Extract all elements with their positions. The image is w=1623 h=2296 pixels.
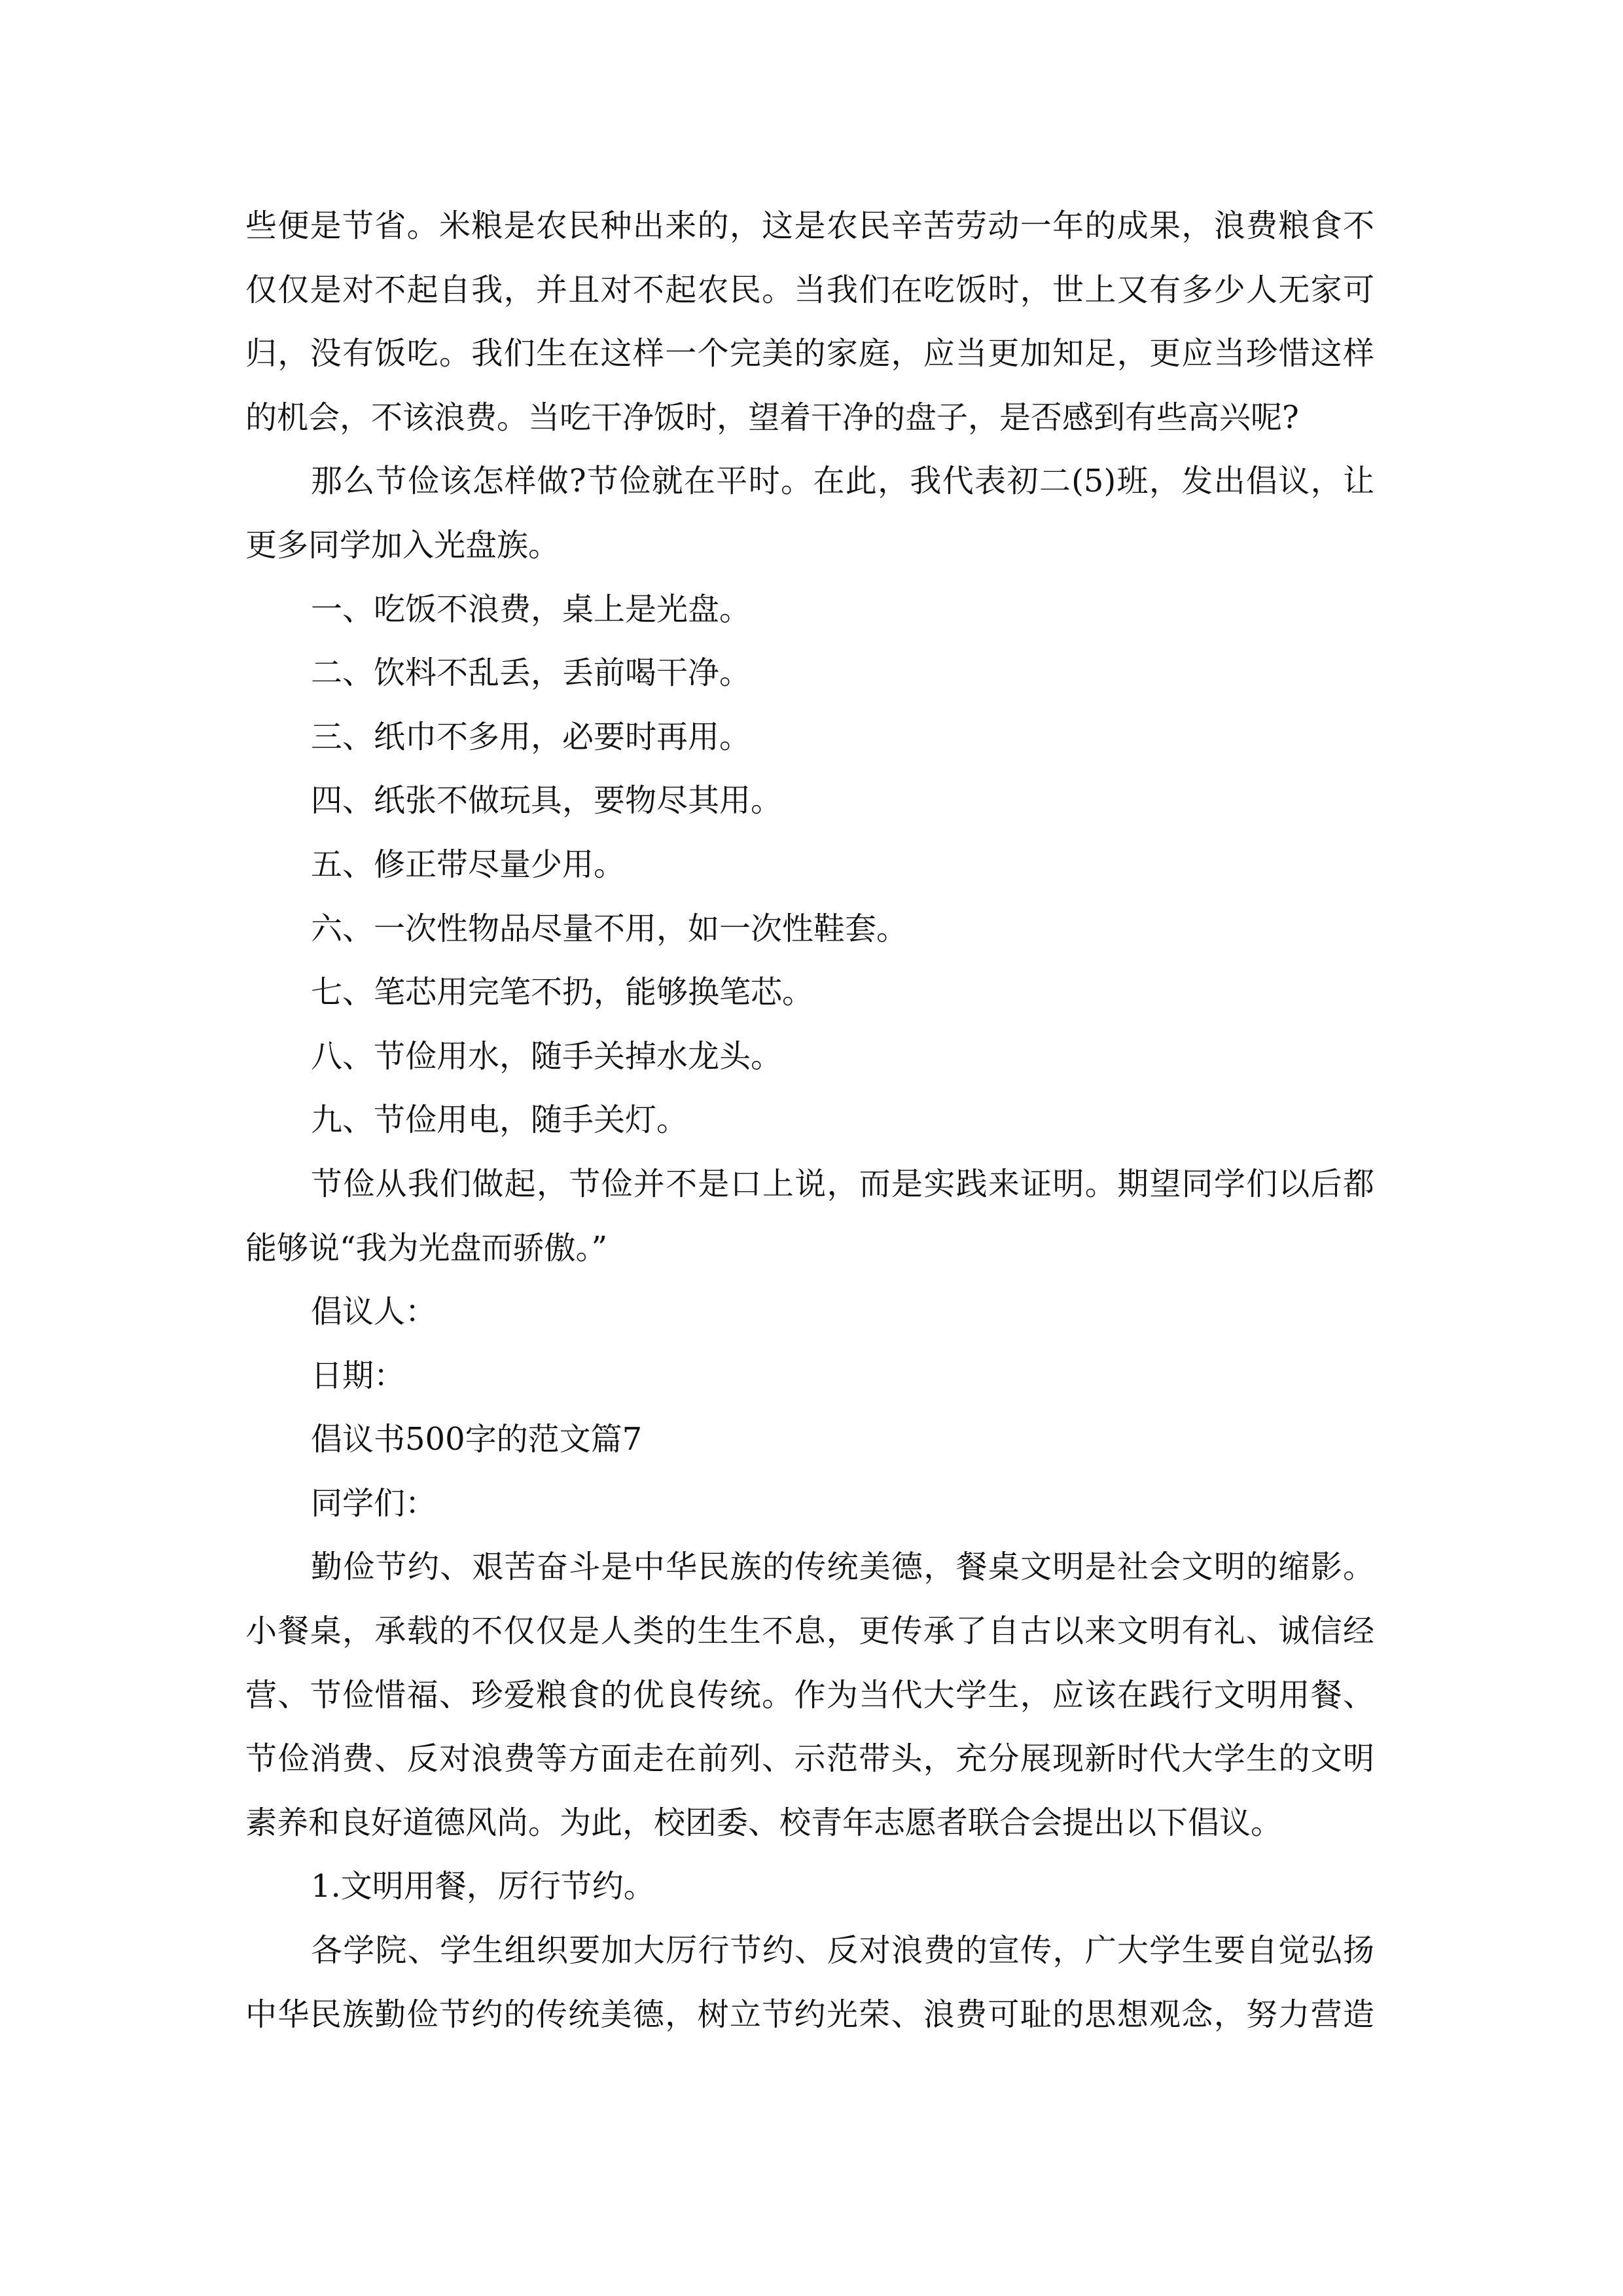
text-line: 更多同学加入光盘族。	[245, 526, 560, 564]
text-line: 四、纸张不做玩具，要物尽其用。	[311, 782, 783, 819]
text-line: 小餐桌，承载的不仅仅是人类的生生不息，更传承了自古以来文明有礼、诚信经	[245, 1613, 1374, 1650]
text-line: 归，没有饭吃。我们生在这样一个完美的家庭，应当更加知足，更应当珍惜这样	[245, 335, 1374, 372]
text-line: 倡议人：	[311, 1293, 437, 1331]
text-line: 的机会，不该浪费。当吃干净饭时，望着干净的盘子，是否感到有些高兴呢?	[245, 399, 1299, 436]
text-line: 六、一次性物品尽量不用，如一次性鞋套。	[311, 910, 908, 947]
text-line: 同学们：	[311, 1484, 437, 1522]
text-line: 1.文明用餐，厉行节约。	[311, 1868, 655, 1905]
text-line: 素养和良好道德风尚。为此，校团委、校青年志愿者联合会提出以下倡议。	[245, 1804, 1283, 1841]
text-line: 那么节俭该怎样做?节俭就在平时。在此，我代表初二(5)班，发出倡议，让	[311, 463, 1374, 500]
text-line: 能够说“我为光盘而骄傲。”	[245, 1229, 608, 1266]
text-line: 七、笔芯用完笔不扔，能够换笔芯。	[311, 974, 814, 1011]
text-line: 节俭消费、反对浪费等方面走在前列、示范带头，充分展现新时代大学生的文明	[245, 1740, 1374, 1778]
text-line: 八、节俭用水，随手关掉水龙头。	[311, 1037, 783, 1075]
text-line: 勤俭节约、艰苦奋斗是中华民族的传统美德，餐桌文明是社会文明的缩影。	[311, 1549, 1374, 1586]
text-line: 仅仅是对不起自我，并且对不起农民。当我们在吃饭时，世上又有多少人无家可	[245, 271, 1374, 308]
text-line: 二、饮料不乱丢，丢前喝干净。	[311, 655, 751, 692]
text-line: 五、修正带尽量少用。	[311, 846, 626, 883]
document-page	[245, 194, 1374, 2047]
text-line: 各学院、学生组织要加大厉行节约、反对浪费的宣传，广大学生要自觉弘扬	[311, 1932, 1374, 1969]
text-line: 节俭从我们做起，节俭并不是口上说，而是实践来证明。期望同学们以后都	[311, 1165, 1374, 1202]
text-line: 营、节俭惜福、珍爱粮食的优良传统。作为当代大学生，应该在践行文明用餐、	[245, 1676, 1374, 1713]
text-line: 倡议书500字的范文篇7	[311, 1421, 643, 1458]
text-line: 九、节俭用电，随手关灯。	[311, 1102, 688, 1139]
text-line: 一、吃饭不浪费，桌上是光盘。	[311, 590, 751, 628]
text-line: 日期：	[311, 1357, 406, 1394]
text-line: 三、纸巾不多用，必要时再用。	[311, 718, 751, 755]
text-line: 些便是节省。米粮是农民种出来的，这是农民辛苦劳动一年的成果，浪费粮食不	[245, 207, 1374, 244]
text-line: 中华民族勤俭节约的传统美德，树立节约光荣、浪费可耻的思想观念，努力营造	[245, 1996, 1374, 2033]
